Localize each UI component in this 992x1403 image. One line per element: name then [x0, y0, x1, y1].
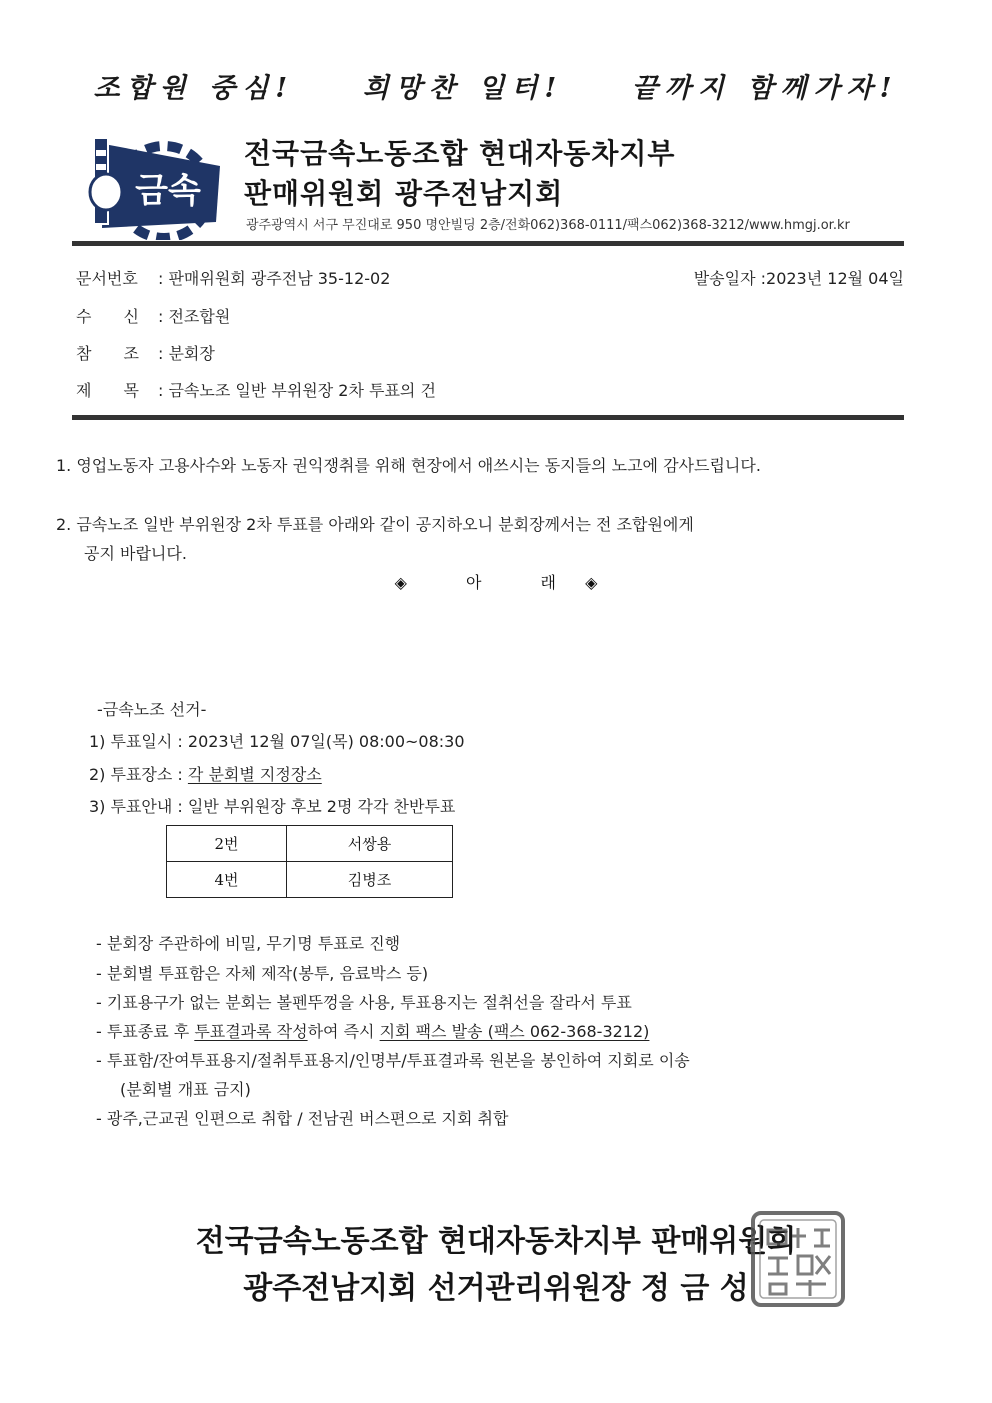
paragraph-2-line-1: 2. 금속노조 일반 부위원장 2차 투표를 아래와 같이 공지하오니 분회장께서는 전 조합원에게 [56, 515, 694, 534]
doc-number-value: : 판매위원회 광주전남 35-12-02 [158, 269, 391, 288]
note-5-line-2: (분회별 개표 금지) [120, 1080, 251, 1099]
arae-a: 아 [465, 573, 482, 592]
recipient [76, 304, 230, 327]
candidate-table [166, 825, 453, 898]
slogan-1: 조합원 중심! [93, 73, 295, 104]
candidate-name: 서쌍용 [287, 826, 453, 862]
doc-number [76, 266, 390, 289]
paragraph-2-line-2: 공지 바랍니다. [84, 544, 187, 563]
note-4-b: 투표결과록 작성 [194, 1022, 308, 1041]
diamond-icon: ◈ [394, 573, 407, 592]
arae-b: 래 [540, 573, 557, 592]
note-4-d: 지회 팩스 발송 (팩스 062-368-3212) [379, 1022, 650, 1041]
send-date: 발송일자 :2023년 12월 04일 [693, 269, 904, 288]
recipient-value: : 전조합원 [158, 307, 231, 326]
meta-rule [72, 415, 904, 420]
note-6: - 광주,근교권 인편으로 취합 / 전남권 버스편으로 지회 취합 [96, 1109, 509, 1128]
note-3: - 기표용구가 없는 분회는 볼펜뚜껑을 사용, 투표용지는 절취선을 잘라서 투표 [96, 993, 632, 1012]
note-2: - 분회별 투표함은 자체 제작(봉투, 음료박스 등) [96, 964, 429, 983]
election-item-1: 1) 투표일시 : 2023년 12월 07일(목) 08:00~08:30 [89, 732, 465, 751]
note-1: - 분회장 주관하에 비밀, 무기명 투표로 진행 [96, 934, 401, 953]
signature-line-2: 광주전남지회 선거관리위원장 정 금 성 [243, 1271, 749, 1306]
election-item-2 [89, 762, 322, 785]
election-heading: -금속노조 선거- [97, 700, 207, 719]
subject-label: 제 목 [76, 381, 139, 400]
reference-value: : 분회장 [158, 344, 215, 363]
table-row [167, 826, 453, 862]
logo-text: 금속 [135, 171, 201, 211]
note-5-line-1: - 투표함/잔여투표용지/절취투표용지/인명부/투표결과록 원본을 봉인하여 지회로 이송 [96, 1051, 690, 1070]
note-4-a: - 투표종료 후 [96, 1022, 195, 1041]
candidate-number: 4번 [167, 862, 287, 898]
diamond-icon: ◈ [585, 573, 598, 592]
election-item-2-prefix: 2) 투표장소 : [89, 765, 188, 784]
reference-label: 참 조 [76, 344, 139, 363]
slogan-2: 희망찬 일터! [362, 73, 564, 104]
note-4-c: 하여 즉시 [307, 1022, 380, 1041]
election-item-3: 3) 투표안내 : 일반 부위원장 후보 2명 각각 찬반투표 [89, 797, 456, 816]
recipient-label: 수 신 [76, 307, 139, 326]
table-row [167, 862, 453, 898]
below-notice [0, 570, 992, 593]
signature-line-1: 전국금속노동조합 현대자동차지부 판매위원회 [195, 1224, 797, 1259]
reference [76, 341, 215, 364]
org-title-1: 전국금속노동조합 현대자동차지부 [244, 137, 676, 170]
voting-place: 각 분회별 지정장소 [187, 765, 322, 784]
subject-value: : 금속노조 일반 부위원장 2차 투표의 건 [158, 381, 436, 400]
note-4 [96, 1019, 649, 1042]
org-title-2: 판매위원회 광주전남지회 [244, 177, 564, 210]
slogan [0, 66, 992, 105]
slogan-3: 끝까지 함께가자! [631, 73, 899, 104]
union-logo-icon [84, 130, 224, 240]
candidate-number: 2번 [167, 826, 287, 862]
official-seal-icon [750, 1210, 846, 1308]
doc-number-label: 문서번호 [76, 269, 138, 288]
paragraph-1: 1. 영업노동자 고용사수와 노동자 권익쟁취를 위해 현장에서 애쓰시는 동지들의 노고에 감사드립니다. [56, 456, 761, 475]
candidate-name: 김병조 [287, 862, 453, 898]
header-rule [72, 241, 904, 246]
subject [76, 378, 436, 401]
org-address: 광주광역시 서구 무진대로 950 명안빌딩 2층/전화062)368-0111/팩스062)368-3212/www.hmgj.or.kr [246, 218, 850, 233]
